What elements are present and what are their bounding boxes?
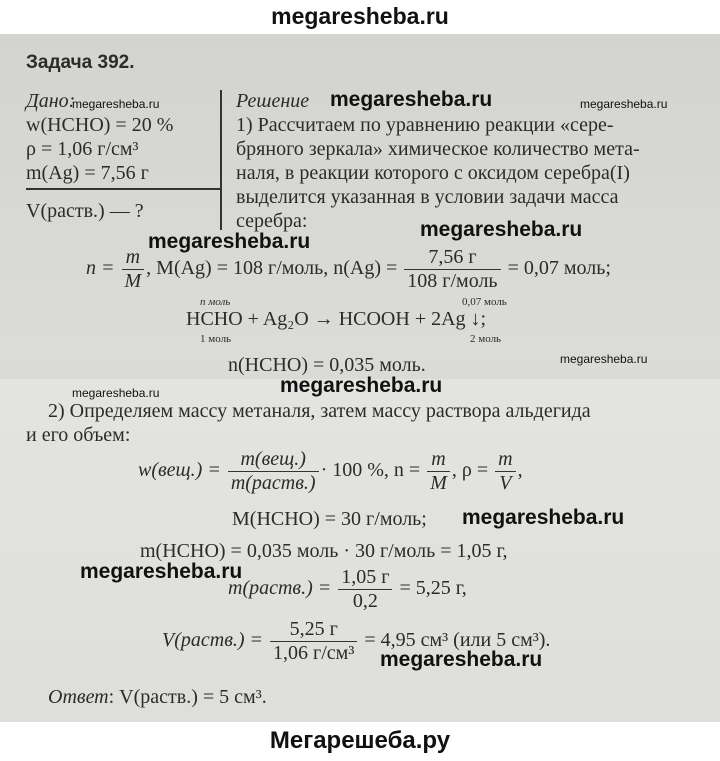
step1-line-2: бряного зеркала» химическое количество мета- <box>236 138 640 160</box>
molar-mass-formaldehyde: M(HCHO) = 30 г/моль; <box>232 508 427 530</box>
site-header: megaresheba.ru <box>0 0 720 34</box>
eq2-frac2-den: M <box>430 472 447 494</box>
eq2-fraction-n <box>427 448 450 495</box>
answer-line <box>48 686 267 709</box>
eq2-frac-den: m(раств.) <box>230 472 316 494</box>
answer-value: : V(раств.) = 5 см³. <box>108 686 267 708</box>
m-solution-num: 1,05 г <box>338 566 392 590</box>
find-item: V(раств.) — ? <box>26 200 144 222</box>
watermark-large: megaresheba.ru <box>462 506 625 529</box>
eq2-rho: , ρ = <box>451 459 489 482</box>
m-solution-fraction <box>338 566 392 613</box>
v-solution-left: V(раств.) = <box>162 629 264 652</box>
equation-mass-solution <box>228 566 467 613</box>
eq1-n: n = <box>86 257 115 280</box>
step1-line-5: серебра: <box>236 210 308 232</box>
given-item-1: w(HCHO) = 20 % <box>26 114 174 136</box>
watermark-large: megaresheba.ru <box>280 374 443 397</box>
eq1-frac-num: m <box>122 246 145 270</box>
step1-line-4: выделится указанная в условии задачи масса <box>236 186 619 208</box>
eq2-w: w(вещ.) = <box>138 459 221 482</box>
eq1-molar-mass: , M(Ag) = 108 г/моль, n(Ag) = <box>146 257 398 280</box>
watermark-large: megaresheba.ru <box>330 88 493 111</box>
reaction-above-left: n моль <box>200 296 231 308</box>
eq2-tail: · 100 %, n = <box>320 459 421 482</box>
given-item-3: m(Ag) = 7,56 г <box>26 162 149 184</box>
moles-formaldehyde: n(HCHO) = 0,035 моль. <box>228 354 426 376</box>
watermark-small: megaresheba.ru <box>580 97 668 111</box>
v-solution-fraction <box>270 618 357 665</box>
site-footer: Мегарешеба.ру <box>0 722 720 761</box>
eq1-frac-den: M <box>124 270 142 292</box>
equation-mass-fraction <box>138 448 523 495</box>
m-solution-den: 0,2 <box>352 590 378 612</box>
given-label: Дано: <box>26 90 76 112</box>
eq2-fraction-mass <box>228 448 319 495</box>
step1-line-3: наля, в реакции которого с оксидом серебра(I) <box>236 162 630 184</box>
mass-formaldehyde: m(HCHO) = 0,035 моль · 30 г/моль = 1,05 г, <box>140 540 508 562</box>
answer-label: Ответ <box>48 686 109 708</box>
watermark-large: megaresheba.ru <box>380 648 543 671</box>
eq1-frac2-num: 7,56 г <box>404 246 500 270</box>
given-item-2: ρ = 1,06 г/см³ <box>26 138 139 160</box>
eq1-frac2-den: 108 г/моль <box>407 270 498 292</box>
watermark-large: megaresheba.ru <box>148 230 311 253</box>
watermark-large: megaresheba.ru <box>80 560 243 583</box>
reaction-above-right: 0,07 моль <box>462 296 507 308</box>
eq2-end: , <box>517 459 523 482</box>
solution-label: Решение <box>236 90 310 112</box>
watermark-large: megaresheba.ru <box>420 218 583 241</box>
step2-line-1: 2) Определяем массу метаналя, затем массу раствора альдегида <box>48 400 591 422</box>
reaction-equation: HCHO + Ag₂O → HCOOH + 2Ag ↓; <box>186 308 487 330</box>
task-title: Задача 392. <box>26 52 135 73</box>
eq2-fraction-rho <box>495 448 515 495</box>
eq1-result: = 0,07 моль; <box>507 257 611 280</box>
textbook-page <box>0 34 720 722</box>
watermark-small: megaresheba.ru <box>72 97 160 111</box>
eq1-fraction-m-over-M <box>122 246 145 293</box>
v-solution-den: 1,06 г/см³ <box>273 642 355 664</box>
eq2-frac-num: m(вещ.) <box>228 448 319 472</box>
step1-line-1: 1) Рассчитаем по уравнению реакции «сере- <box>236 114 614 136</box>
equation-moles-silver <box>86 246 611 293</box>
eq1-fraction-mass-over-molar <box>404 246 500 293</box>
given-divider <box>26 188 222 190</box>
eq2-frac2-num: m <box>427 448 450 472</box>
eq2-frac3-den: V <box>499 472 512 494</box>
step2-line-2: и его объем: <box>26 424 131 446</box>
v-solution-num: 5,25 г <box>270 618 357 642</box>
watermark-small: megaresheba.ru <box>560 352 648 366</box>
watermark-small: megaresheba.ru <box>72 386 160 400</box>
m-solution-right: = 5,25 г, <box>399 577 467 600</box>
reaction-below-left: 1 моль <box>200 333 232 345</box>
given-vertical-divider <box>220 90 222 230</box>
eq2-frac3-num: m <box>495 448 515 472</box>
v-solution-right: = 4,95 см³ (или 5 см³). <box>364 629 551 652</box>
m-solution-left: m(раств.) = <box>228 577 332 600</box>
reaction-below-right: 2 моль <box>470 333 502 345</box>
